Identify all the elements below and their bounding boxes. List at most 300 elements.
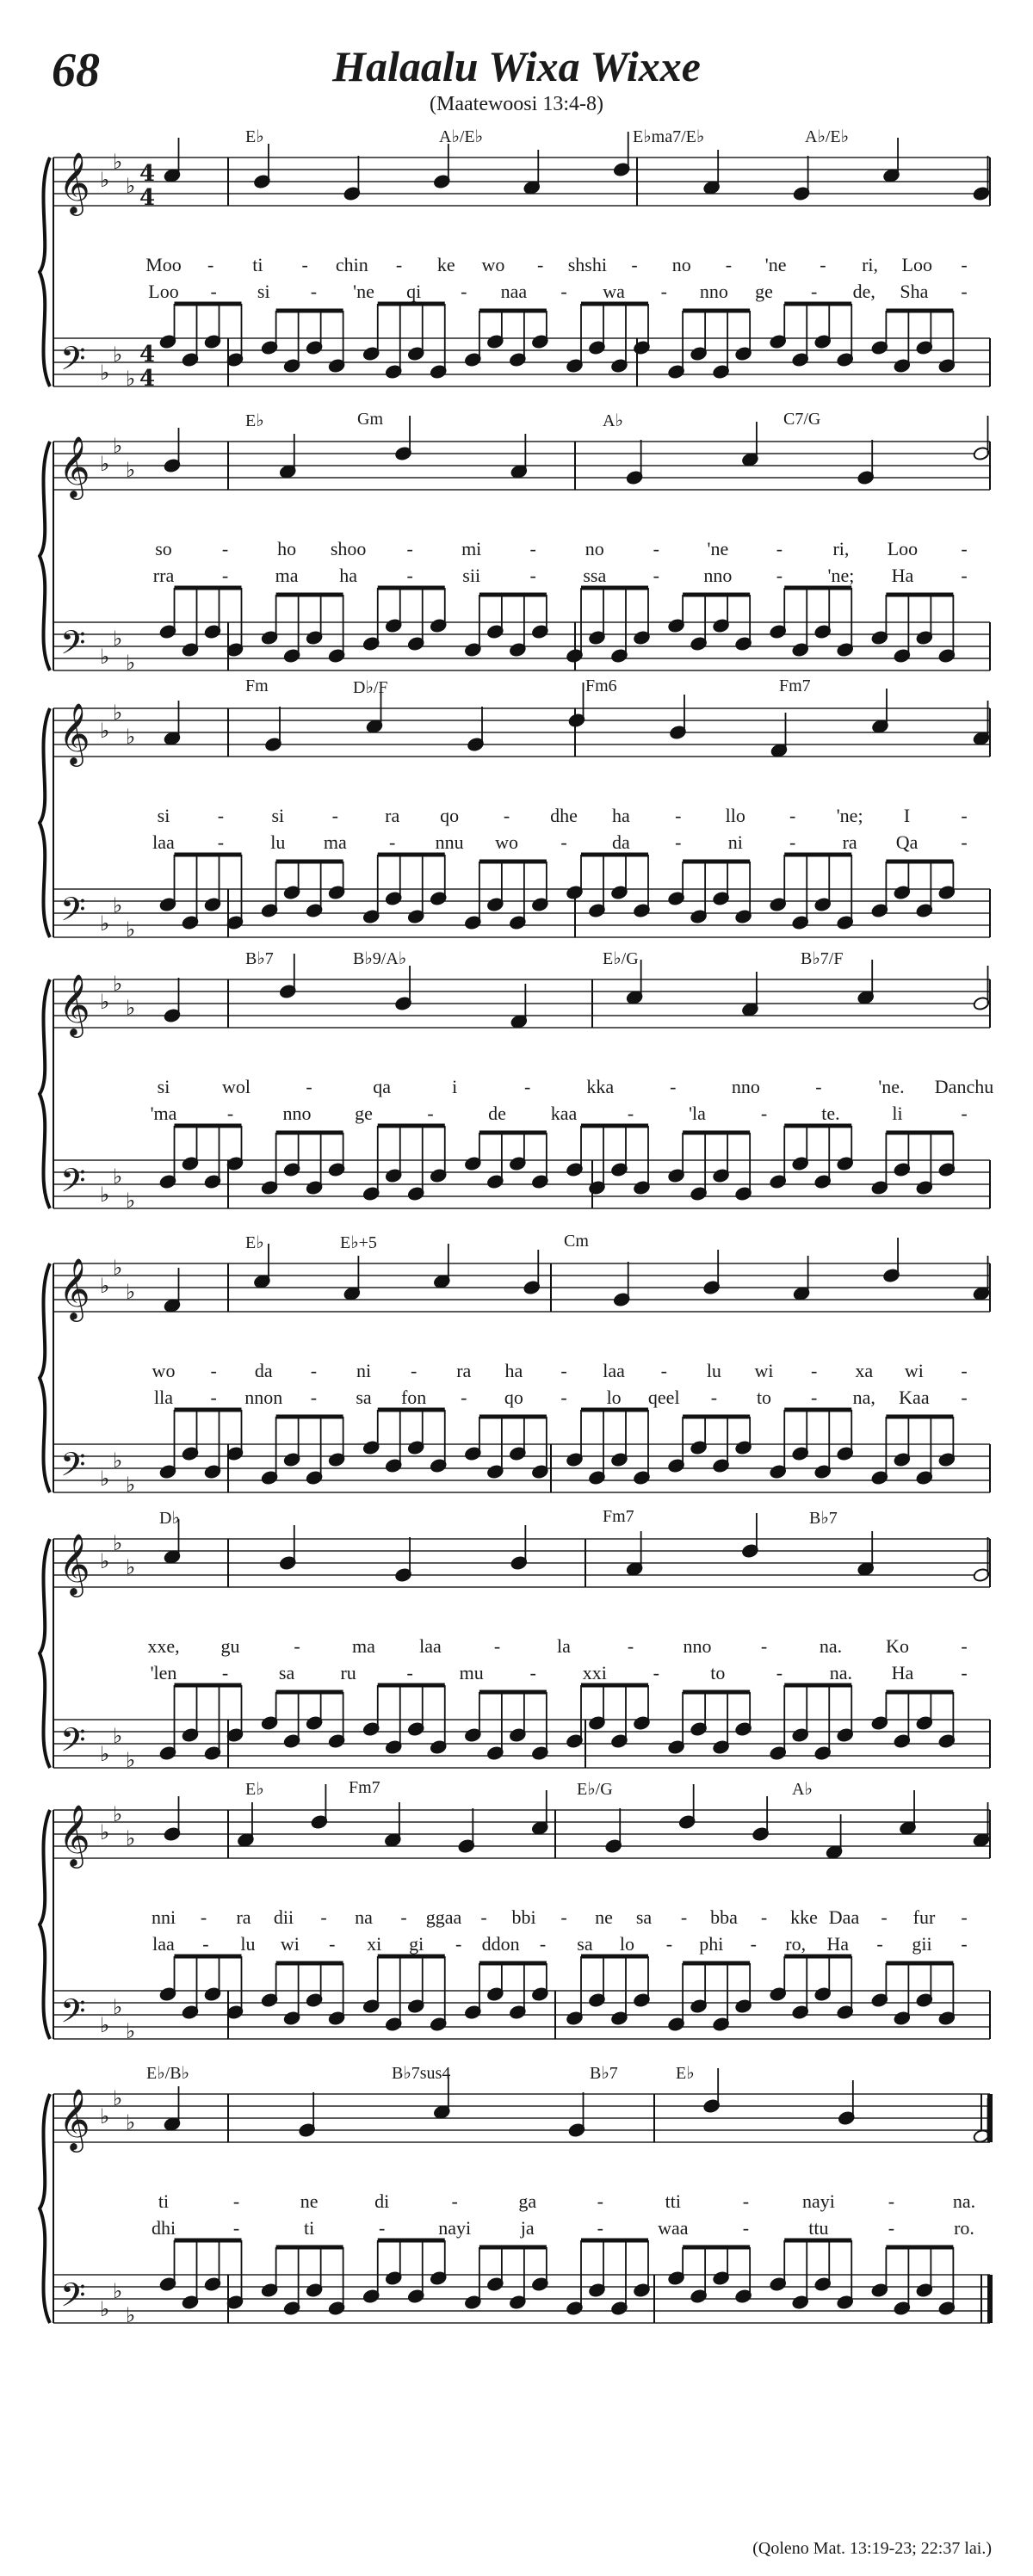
flat-sign: ♭ — [113, 1802, 123, 1826]
lyric-syllable: mi — [461, 538, 482, 559]
music-system — [0, 129, 1033, 422]
lyric-hyphen: - — [631, 254, 638, 275]
music-system — [0, 676, 1033, 973]
lyric-syllable: laa — [419, 1635, 442, 1657]
lyric-syllable: Daa — [828, 1906, 860, 1928]
lyric-syllable: ne — [595, 1906, 613, 1928]
lyric-syllable: 'ma — [150, 1103, 177, 1124]
chord-symbol: E♭ — [245, 1780, 264, 1799]
flat-sign: ♭ — [126, 1748, 136, 1772]
lyric-syllable: la — [557, 1635, 571, 1657]
lyric-hyphen: - — [961, 1933, 968, 1955]
lyric-hyphen: - — [226, 1103, 234, 1124]
lyric-syllable: ggaa — [425, 1906, 462, 1928]
lyric-hyphen: - — [427, 1103, 434, 1124]
flat-sign: ♭ — [126, 1555, 136, 1579]
lyric-syllable: ro, — [785, 1933, 807, 1955]
lyric-syllable: to — [756, 1387, 772, 1408]
lyric-hyphen: - — [660, 1360, 667, 1381]
lyric-syllable: Ko — [886, 1635, 909, 1657]
lyric-syllable: ti — [158, 2190, 170, 2212]
lyric-syllable: na. — [829, 1662, 853, 1683]
lyric-syllable: sa — [577, 1933, 593, 1955]
lyric-syllable: lo — [619, 1933, 634, 1955]
lyric-syllable: lla — [154, 1387, 173, 1408]
lyric-hyphen: - — [810, 1360, 818, 1381]
treble-clef: 𝄞 — [59, 151, 90, 213]
lyric-hyphen: - — [202, 1933, 209, 1955]
lyric-syllable: gi — [409, 1933, 424, 1955]
lyric-hyphen: - — [675, 831, 682, 853]
flat-sign: ♭ — [113, 2086, 123, 2110]
flat-sign: ♭ — [126, 1826, 136, 1850]
lyric-hyphen: - — [406, 565, 413, 586]
chord-symbol: Gm — [357, 410, 383, 429]
lyric-syllable: 'ne; — [827, 565, 855, 586]
lyric-syllable: ma — [275, 565, 299, 586]
chord-symbol: E♭/G — [577, 1780, 613, 1799]
lyric-hyphen: - — [389, 831, 396, 853]
lyric-syllable: 'len — [150, 1662, 177, 1683]
chord-symbol: A♭/E♭ — [805, 127, 850, 146]
lyric-syllable: wi — [280, 1933, 300, 1955]
lyric-syllable: naa — [500, 281, 528, 302]
lyric-syllable: ha — [339, 565, 357, 586]
lyric-syllable: gu — [220, 1635, 240, 1657]
lyric-hyphen: - — [560, 1906, 567, 1928]
lyric-syllable: ro. — [954, 2217, 974, 2239]
lyric-syllable: qeel — [647, 1387, 680, 1408]
flat-sign: ♭ — [113, 893, 123, 917]
lyric-hyphen: - — [627, 1635, 634, 1657]
lyric-hyphen: - — [529, 565, 536, 586]
lyric-hyphen: - — [876, 1933, 883, 1955]
brace — [40, 1810, 50, 2039]
footer-reference: (Qoleno Mat. 13:19-23; 22:37 lai.) — [752, 2539, 992, 2558]
chord-symbol: A♭ — [603, 411, 623, 430]
music-system — [0, 410, 1033, 706]
lyric-hyphen: - — [961, 1906, 968, 1928]
bass-clef: 𝄢 — [60, 1445, 86, 1492]
lyric-hyphen: - — [503, 805, 510, 826]
chord-symbol: E♭/B♭ — [146, 2064, 189, 2083]
lyric-hyphen: - — [210, 1387, 217, 1408]
music-system — [0, 1778, 1033, 2074]
flat-sign: ♭ — [126, 2019, 136, 2043]
lyric-hyphen: - — [789, 805, 796, 826]
lyric-syllable: nayi — [438, 2217, 472, 2239]
lyric-syllable: de — [488, 1103, 506, 1124]
lyric-hyphen: - — [961, 1360, 968, 1381]
chord-symbol: Fm — [245, 676, 269, 695]
lyric-hyphen: - — [597, 2217, 603, 2239]
lyric-syllable: ni — [356, 1360, 372, 1381]
bass-clef: 𝄢 — [60, 890, 86, 936]
music-system — [0, 2066, 1033, 2358]
lyric-hyphen: - — [653, 565, 659, 586]
lyric-syllable: fon — [400, 1387, 427, 1408]
lyric-syllable: ra — [385, 805, 400, 826]
time-signature-top: 4 — [139, 342, 156, 368]
music-system — [0, 1232, 1033, 1528]
brace — [40, 708, 50, 937]
chord-symbol: E♭ — [676, 2064, 695, 2083]
lyric-hyphen: - — [461, 1387, 467, 1408]
lyric-hyphen: - — [725, 254, 733, 275]
lyric-syllable: di — [374, 2190, 390, 2212]
lyric-syllable: to — [710, 1662, 726, 1683]
lyric-syllable: nni — [151, 1906, 176, 1928]
chord-symbol: D♭ — [159, 1509, 180, 1528]
lyric-syllable: si — [157, 805, 170, 826]
lyric-hyphen: - — [742, 2190, 750, 2212]
brace — [40, 1263, 50, 1492]
time-signature-top: 4 — [139, 161, 156, 187]
hymn-title: Halaalu Wixa Wixxe — [332, 42, 701, 90]
lyric-syllable: 'ne; — [836, 805, 863, 826]
lyric-hyphen: - — [232, 2190, 240, 2212]
system-notation — [0, 680, 1033, 973]
lyric-syllable: xi — [367, 1933, 382, 1955]
lyric-hyphen: - — [529, 538, 536, 559]
lyric-syllable: wo — [152, 1360, 176, 1381]
scripture-reference: (Maatewoosi 13:4-8) — [430, 93, 603, 115]
chord-symbol: B♭7/F — [801, 949, 844, 968]
lyric-hyphen: - — [961, 1662, 968, 1683]
lyric-syllable: da — [612, 831, 630, 853]
lyric-syllable: fur — [912, 1906, 936, 1928]
lyric-syllable: te. — [821, 1103, 840, 1124]
lyric-syllable: so — [155, 538, 172, 559]
chord-symbol: E♭ — [245, 411, 264, 430]
flat-sign: ♭ — [126, 367, 136, 391]
lyric-hyphen: - — [560, 281, 567, 302]
lyric-syllable: laa — [152, 831, 175, 853]
lyric-hyphen: - — [760, 1635, 768, 1657]
lyric-hyphen: - — [776, 1662, 783, 1683]
chord-symbol: B♭7 — [809, 1509, 838, 1528]
flat-sign: ♭ — [100, 1549, 110, 1573]
lyric-syllable: de, — [852, 281, 875, 302]
flat-sign: ♭ — [113, 1995, 123, 2019]
lyric-syllable: lu — [706, 1360, 721, 1381]
treble-clef: 𝄞 — [59, 1257, 90, 1319]
lyric-syllable: dhe — [550, 805, 578, 826]
lyric-hyphen: - — [560, 1360, 567, 1381]
flat-sign: ♭ — [126, 996, 136, 1020]
lyric-hyphen: - — [210, 281, 217, 302]
chord-symbol: E♭ma7/E♭ — [633, 127, 705, 146]
lyric-hyphen: - — [221, 538, 229, 559]
flat-sign: ♭ — [113, 434, 123, 458]
chord-symbol: B♭7 — [245, 949, 274, 968]
flat-sign: ♭ — [100, 361, 110, 385]
lyric-hyphen: - — [329, 1933, 336, 1955]
music-system — [0, 951, 1033, 1244]
lyric-syllable: qo — [504, 1387, 523, 1408]
lyric-syllable: ja — [520, 2217, 535, 2239]
lyric-syllable: ri, — [862, 254, 879, 275]
lyric-hyphen: - — [310, 1360, 318, 1381]
flat-sign: ♭ — [100, 719, 110, 743]
flat-sign: ♭ — [100, 1467, 110, 1491]
bass-clef: 𝄢 — [60, 339, 86, 386]
chord-symbol: E♭ — [245, 1233, 264, 1252]
lyric-hyphen: - — [653, 538, 659, 559]
treble-clef: 𝄞 — [59, 701, 90, 764]
lyric-hyphen: - — [670, 1076, 677, 1097]
chord-symbol: Cm — [564, 1232, 589, 1251]
bass-clef: 𝄢 — [60, 1161, 86, 1208]
lyric-syllable: Ha — [891, 1662, 914, 1683]
lyric-hyphen: - — [660, 281, 667, 302]
lyric-syllable: nno — [703, 565, 733, 586]
lyric-syllable: nno — [699, 281, 728, 302]
lyric-syllable: wi — [754, 1360, 774, 1381]
lyric-hyphen: - — [560, 831, 567, 853]
flat-sign: ♭ — [100, 1742, 110, 1766]
time-signature-bottom: 4 — [139, 366, 156, 392]
chord-symbol: Fm7 — [603, 1507, 634, 1526]
chord-symbol: E♭/G — [603, 949, 639, 968]
lyric-syllable: ma — [323, 831, 347, 853]
lyric-syllable: Loo — [901, 254, 933, 275]
lyric-hyphen: - — [232, 2217, 240, 2239]
lyric-syllable: 'ne — [353, 281, 374, 302]
flat-sign: ♭ — [126, 917, 136, 942]
chord-symbol: E♭+5 — [340, 1233, 377, 1252]
lyric-syllable: ti — [303, 2217, 315, 2239]
lyric-hyphen: - — [888, 2190, 895, 2212]
lyric-syllable: qi — [406, 281, 422, 302]
lyric-hyphen: - — [675, 805, 682, 826]
lyric-hyphen: - — [888, 2217, 895, 2239]
treble-clef: 𝄞 — [59, 1803, 90, 1866]
flat-sign: ♭ — [126, 458, 136, 482]
lyric-syllable: ra — [236, 1906, 251, 1928]
time-signature-bottom: 4 — [139, 185, 156, 211]
lyric-syllable: Loo — [887, 538, 919, 559]
lyric-syllable: phi — [699, 1933, 724, 1955]
brace — [40, 158, 50, 386]
flat-sign: ♭ — [113, 972, 123, 996]
lyric-hyphen: - — [221, 565, 229, 586]
flat-sign: ♭ — [113, 1164, 123, 1189]
lyric-hyphen: - — [529, 1662, 536, 1683]
lyric-syllable: nno — [731, 1076, 760, 1097]
lyric-syllable: lo — [606, 1387, 622, 1408]
lyric-hyphen: - — [395, 254, 403, 275]
flat-sign: ♭ — [126, 651, 136, 675]
lyric-hyphen: - — [217, 831, 225, 853]
lyric-hyphen: - — [480, 1906, 487, 1928]
lyric-hyphen: - — [961, 254, 968, 275]
lyric-syllable: ke — [436, 254, 455, 275]
treble-clef: 𝄞 — [59, 2087, 90, 2150]
flat-sign: ♭ — [126, 725, 136, 749]
lyric-syllable: lu — [270, 831, 286, 853]
lyric-syllable: nnon — [244, 1387, 283, 1408]
chord-symbol: E♭ — [245, 127, 264, 146]
lyric-syllable: i — [452, 1076, 458, 1097]
lyric-hyphen: - — [760, 1103, 768, 1124]
lyric-hyphen: - — [210, 1360, 217, 1381]
lyric-syllable: llo — [725, 805, 745, 826]
lyric-hyphen: - — [810, 281, 818, 302]
final-barline-thick — [987, 2275, 993, 2323]
treble-clef: 𝄞 — [59, 973, 90, 1035]
flat-sign: ♭ — [113, 701, 123, 725]
lyric-syllable: kaa — [550, 1103, 578, 1124]
treble-clef: 𝄞 — [59, 1532, 90, 1595]
lyric-syllable: ge — [755, 281, 773, 302]
lyric-syllable: Kaa — [899, 1387, 930, 1408]
lyric-hyphen: - — [815, 1076, 822, 1097]
flat-sign: ♭ — [100, 911, 110, 936]
lyric-syllable: Ha — [891, 565, 914, 586]
flat-sign: ♭ — [100, 1820, 110, 1844]
lyric-syllable: dii — [273, 1906, 294, 1928]
chord-symbol: B♭7sus4 — [392, 2064, 451, 2083]
chord-symbol: Fm7 — [349, 1778, 380, 1797]
lyric-syllable: ra — [842, 831, 857, 853]
lyric-hyphen: - — [961, 281, 968, 302]
bass-clef: 𝄢 — [60, 1720, 86, 1767]
lyric-hyphen: - — [217, 805, 225, 826]
lyric-syllable: shshi — [567, 254, 607, 275]
lyric-syllable: laa — [603, 1360, 625, 1381]
flat-sign: ♭ — [100, 1183, 110, 1207]
lyric-syllable: qo — [440, 805, 460, 826]
system-notation — [0, 2066, 1033, 2358]
lyric-hyphen: - — [331, 805, 338, 826]
lyric-hyphen: - — [560, 1387, 567, 1408]
lyric-hyphen: - — [461, 281, 467, 302]
lyric-syllable: laa — [152, 1933, 175, 1955]
lyric-syllable: no — [671, 254, 691, 275]
chord-symbol: D♭/F — [353, 678, 388, 697]
lyric-syllable: ddon — [481, 1933, 520, 1955]
lyric-syllable: waa — [658, 2217, 689, 2239]
treble-clef: 𝄞 — [59, 435, 90, 497]
lyric-hyphen: - — [680, 1906, 688, 1928]
lyric-syllable: gii — [912, 1933, 932, 1955]
lyric-hyphen: - — [493, 1635, 501, 1657]
lyric-syllable: no — [585, 538, 604, 559]
flat-sign: ♭ — [100, 2104, 110, 2128]
lyric-hyphen: - — [221, 1662, 229, 1683]
bass-clef: 𝄢 — [60, 2276, 86, 2322]
lyric-hyphen: - — [627, 1103, 634, 1124]
chord-symbol: B♭7 — [590, 2064, 618, 2083]
lyric-syllable: ttu — [808, 2217, 829, 2239]
lyric-syllable: sa — [635, 1906, 653, 1928]
lyric-syllable: shoo — [330, 538, 367, 559]
lyric-hyphen: - — [760, 1906, 768, 1928]
chord-symbol: B♭9/A♭ — [353, 949, 407, 968]
bass-clef: 𝄢 — [60, 623, 86, 670]
flat-sign: ♭ — [126, 2110, 136, 2134]
lyric-hyphen: - — [961, 1635, 968, 1657]
flat-sign: ♭ — [100, 2297, 110, 2321]
lyric-hyphen: - — [524, 1076, 531, 1097]
lyric-syllable: Moo — [145, 254, 182, 275]
lyric-hyphen: - — [653, 1662, 659, 1683]
flat-sign: ♭ — [100, 1274, 110, 1298]
lyric-hyphen: - — [881, 1906, 888, 1928]
lyric-syllable: ge — [355, 1103, 373, 1124]
lyric-hyphen: - — [310, 281, 318, 302]
flat-sign: ♭ — [113, 1256, 123, 1280]
lyric-hyphen: - — [410, 1360, 418, 1381]
flat-sign: ♭ — [100, 645, 110, 669]
lyric-hyphen: - — [455, 1933, 462, 1955]
lyric-syllable: ne — [300, 2190, 319, 2212]
lyric-syllable: ru — [340, 1662, 356, 1683]
lyric-syllable: xa — [855, 1360, 874, 1381]
lyric-syllable: wa — [603, 281, 625, 302]
flat-sign: ♭ — [126, 2303, 136, 2327]
lyric-hyphen: - — [789, 831, 796, 853]
flat-sign: ♭ — [113, 1531, 123, 1555]
lyric-hyphen: - — [961, 805, 968, 826]
lyric-syllable: ssa — [583, 565, 607, 586]
lyric-syllable: 'ne. — [878, 1076, 905, 1097]
lyric-hyphen: - — [539, 1933, 547, 1955]
lyric-syllable: ra — [456, 1360, 472, 1381]
lyric-hyphen: - — [207, 254, 214, 275]
lyric-syllable: xxe, — [147, 1635, 180, 1657]
hymn-number: 68 — [52, 44, 100, 97]
flat-sign: ♭ — [100, 168, 110, 192]
lyric-syllable: ri, — [832, 538, 850, 559]
lyric-syllable: bba — [710, 1906, 738, 1928]
flat-sign: ♭ — [113, 627, 123, 651]
bass-clef: 𝄢 — [60, 1992, 86, 2038]
flat-sign: ♭ — [126, 174, 136, 198]
lyric-hyphen: - — [961, 538, 968, 559]
lyric-syllable: Qa — [895, 831, 919, 853]
brace — [40, 979, 50, 1208]
chord-symbol: Fm7 — [779, 676, 811, 695]
lyric-syllable: 'ne — [707, 538, 729, 559]
lyric-syllable: 'ne — [764, 254, 787, 275]
lyric-syllable: ni — [727, 831, 743, 853]
lyric-syllable: rra — [152, 565, 175, 586]
lyric-hyphen: - — [451, 2190, 458, 2212]
lyric-syllable: tti — [665, 2190, 681, 2212]
flat-sign: ♭ — [126, 1189, 136, 1213]
lyric-hyphen: - — [301, 254, 308, 275]
lyric-hyphen: - — [400, 1906, 407, 1928]
lyric-syllable: chin — [335, 254, 368, 275]
flat-sign: ♭ — [113, 1724, 123, 1748]
lyric-syllable: Danchu — [934, 1076, 994, 1097]
brace — [40, 442, 50, 670]
brace — [40, 2094, 50, 2323]
flat-sign: ♭ — [113, 150, 123, 174]
lyric-syllable: Loo — [148, 281, 179, 302]
lyric-syllable: 'la — [689, 1103, 706, 1124]
lyric-hyphen: - — [597, 2190, 603, 2212]
lyric-hyphen: - — [961, 565, 968, 586]
lyric-syllable: nayi — [801, 2190, 835, 2212]
lyric-syllable: li — [892, 1103, 903, 1124]
lyric-syllable: Sha — [900, 281, 929, 302]
lyric-syllable: wi — [904, 1360, 924, 1381]
lyric-syllable: qa — [373, 1076, 392, 1097]
lyric-hyphen: - — [776, 565, 783, 586]
